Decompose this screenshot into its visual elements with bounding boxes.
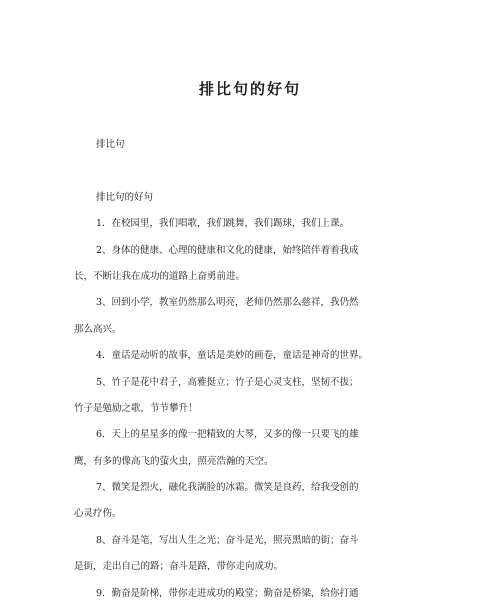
text-line: 竹子是勉励之歌，节节攀升！ [74, 402, 198, 414]
text-line: 那么高兴。 [74, 323, 122, 335]
text-line: 是街，走出自己的路；奋斗是路，带你走向成功。 [74, 561, 284, 573]
document-title: 排比句的好句 [198, 80, 301, 98]
text-line: 长，不断让我在成功的道路上奋勇前进。 [74, 270, 246, 282]
text-line: 6．天上的星星多的像一把精致的大琴，又多的像一只要飞的雄 [96, 429, 359, 441]
text-line: 心灵疗伤。 [74, 508, 122, 520]
document-body [74, 132, 426, 607]
text-line: 7、微笑是烈火，融化我满脸的冰霜。微笑是良药，给我受创的 [96, 482, 359, 494]
text-line: 1．在校园里，我们唱歌，我们跳舞，我们踢球，我们上课。 [96, 218, 350, 230]
text-line: 2、身体的健康、心理的健康和文化的健康，始终陪伴着着我成 [96, 244, 359, 256]
text-line: 鹰，有多的像高飞的萤火虫，照亮浩瀚的天空。 [74, 455, 274, 467]
text-line: 排比句 [96, 139, 125, 150]
text-line: 8、奋斗是笔，写出人生之光；奋斗是光，照亮黑暗的街；奋斗 [96, 534, 359, 546]
text-line: 4．童话是动听的故事，童话是美妙的画卷，童话是神奇的世界。 [96, 350, 369, 362]
text-line: 排比句的好句 [96, 191, 154, 203]
text-line: 3、回到小学，教室仍然那么明亮，老师仍然那么慈祥，我仍然 [96, 297, 359, 309]
text-line: 9．勤奋是阶梯，带你走进成功的殿堂；勤奋是桥梁，给你打通 [96, 587, 359, 599]
text-line: 5、竹子是花中君子，高雅挺立；竹子是心灵支柱，坚韧不拔； [96, 376, 359, 388]
line-spacer [74, 158, 426, 184]
